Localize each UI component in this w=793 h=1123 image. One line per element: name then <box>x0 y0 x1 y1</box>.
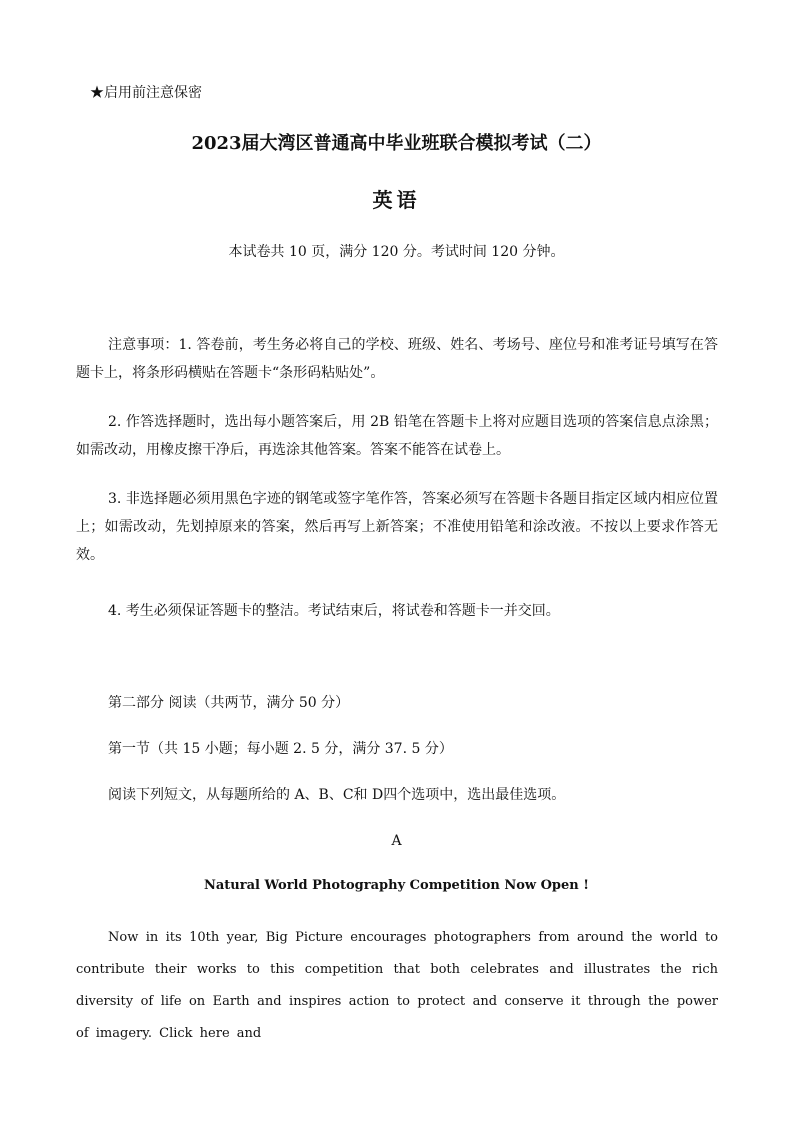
part-heading: 第二部分 阅读（共两节，满分 50 分） <box>108 695 350 711</box>
passage-letter: A <box>391 833 402 849</box>
exam-info: 本试卷共 10 页，满分 120 分。考试时间 120 分钟。 <box>228 244 565 260</box>
note-1: 注意事项：1. 答卷前，考生务必将自己的学校、班级、姓名、考场号、座位号和准考证号填写在答题卡上，将条形码横贴在答题卡“条形码粘贴处”。 <box>76 337 718 381</box>
passage-body: Now in its 10th year, Big Picture encourages photographers from around the world to contribute their works to this competition that both celebrates and illustrates the rich diversity of life on Earth and inspires action to protect and conserve it through the power of imagery. Click here and <box>76 930 718 1041</box>
note-4: 4. 考生必须保证答题卡的整洁。考试结束后，将试卷和答题卡一并交回。 <box>108 603 560 619</box>
exam-title: 2023届大湾区普通高中毕业班联合模拟考试（二） <box>191 133 602 154</box>
section-instruction: 阅读下列短文，从每题所给的 A、B、C和 D四个选项中，选出最佳选项。 <box>108 787 566 803</box>
note-3: 3. 非选择题必须用黑色字迹的钢笔或签字笔作答，答案必须写在答题卡各题目指定区域内相应位置上；如需改动，先划掉原来的答案，然后再写上新答案；不准使用铅笔和涂改液。不按以上要求作答无效。 <box>76 491 718 563</box>
note-2: 2. 作答选择题时，选出每小题答案后，用 2B 铅笔在答题卡上将对应题目选项的答案信息点涂黑；如需改动，用橡皮擦干净后，再选涂其他答案。答案不能答在试卷上。 <box>76 414 718 458</box>
passage-title: Natural World Photography Competition Now Open ! <box>204 878 589 893</box>
section-heading: 第一节（共 15 小题；每小题 2. 5 分，满分 37. 5 分） <box>108 741 453 757</box>
subject-title: 英语 <box>372 188 421 212</box>
confidential-notice: ★启用前注意保密 <box>90 85 202 101</box>
